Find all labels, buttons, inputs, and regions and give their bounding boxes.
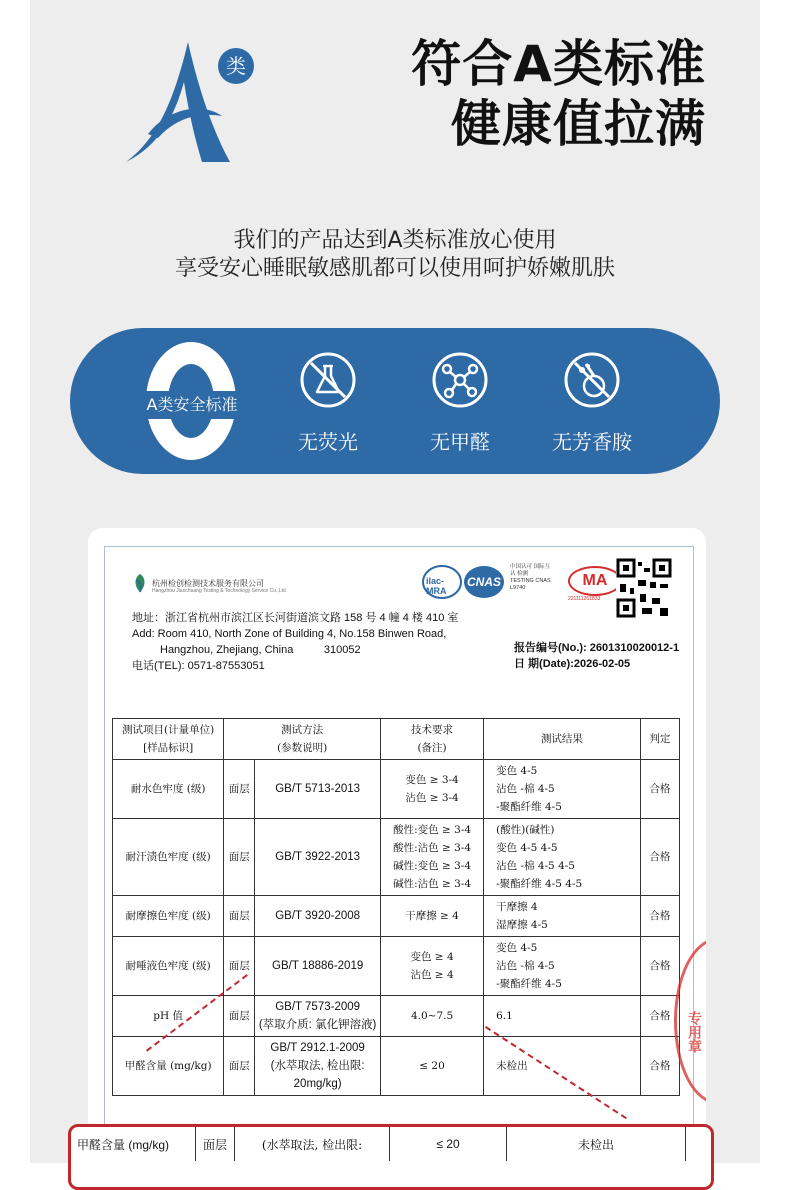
ma-label: MA (582, 572, 608, 589)
cell-item: 甲醛含量 (mg/kg) (113, 1037, 224, 1096)
zoom-row (71, 1127, 714, 1161)
ma-logo (568, 566, 622, 596)
cell-method: GB/T 3922-2013 (255, 819, 381, 896)
cell-judge: 合格 (640, 937, 679, 996)
subtitle-line-1: 我们的产品达到A类标准放心使用 (233, 228, 557, 253)
subtitle-line-2: 享受安心睡眠敏感肌都可以使用呵护娇嫩肌肤 (174, 256, 615, 281)
cell-method: GB/T 18886-2019 (255, 937, 381, 996)
molecule-crossed-icon (432, 352, 488, 408)
cell-result: 干摩擦 4 湿摩擦 4-5 (484, 896, 641, 937)
feature-label: 无荧光 (298, 430, 358, 454)
report-number-value: 报告编号(No.): 2601310020012-1 (514, 642, 680, 654)
headline-line-1: 符合A类标准 (411, 35, 706, 93)
cell-result: 变色 4-5 沾色 -棉 4-5 -聚酯纤维 4-5 (484, 760, 641, 819)
testing-label: 中国认可 国际互认 检测 TESTING CNAS L9740 (510, 564, 551, 591)
zoom-layer: 面层 (196, 1127, 235, 1161)
feature-no-formaldehyde (400, 352, 520, 455)
headline-line-2: 健康值拉满 (451, 95, 706, 153)
cell-layer: 面层 (224, 896, 255, 937)
cell-item: pH 值 (113, 996, 224, 1037)
cell-item: 耐汗渍色牢度 (级) (113, 819, 224, 896)
highlighted-row-zoom (68, 1124, 714, 1190)
table-header-row (113, 719, 680, 760)
cell-method: GB/T 7573-2009 (萃取介质: 氯化钾溶液) (255, 996, 381, 1037)
cell-req: 4.0~7.5 (381, 996, 484, 1037)
cell-layer: 面层 (224, 937, 255, 996)
report-date: 日 期(Date):2026-02-05 (514, 658, 631, 670)
table-row (113, 896, 680, 937)
cell-layer: 面层 (224, 1037, 255, 1096)
feature-label: 无芳香胺 (552, 430, 632, 454)
cell-result: (酸性)(碱性) 变色 4-5 4-5 沾色 -棉 4-5 4-5 -聚酯纤维 4-5 4-5 (484, 819, 641, 896)
cell-judge: 合格 (640, 760, 679, 819)
cell-item: 耐唾液色牢度 (级) (113, 937, 224, 996)
zoom-item: 甲醛含量 (mg/kg) (71, 1127, 196, 1161)
category-badge: 类 (218, 48, 254, 84)
cell-judge: 合格 (640, 819, 679, 896)
table-row (113, 996, 680, 1037)
header-requirement: 技术要求 (411, 724, 454, 736)
cell-judge: 合格 (640, 996, 679, 1037)
cell-result: 6.1 (484, 996, 641, 1037)
ma-number: 221111261833 (568, 596, 601, 602)
table-row (113, 819, 680, 896)
address-cn: 地址：浙江省杭州市滨江区长河街道滨文路 158 号 4 幢 4 楼 410 室 (132, 612, 459, 624)
address-en-1: Add: Room 410, North Zone of Building 4, No.158 Binwen Road, (132, 628, 447, 640)
cell-method: GB/T 2912.1-2009 (水萃取法, 检出限: 20mg/kg) (255, 1037, 381, 1096)
ilac-label: ilac-MRA (426, 576, 447, 596)
table-row (113, 760, 680, 819)
lab-name-en: Hangzhou Jianchuang Testing & Technology Service Co.,Ltd (152, 588, 286, 594)
flask-crossed-icon (300, 352, 356, 408)
table-row (113, 937, 680, 996)
zoom-judge (686, 1127, 715, 1161)
cell-item: 耐摩擦色牢度 (级) (113, 896, 224, 937)
header-result: 测试结果 (484, 719, 641, 760)
cell-method: GB/T 3920-2008 (255, 896, 381, 937)
cell-layer: 面层 (224, 819, 255, 896)
cell-result: 变色 4-5 沾色 -棉 4-5 -聚酯纤维 4-5 (484, 937, 641, 996)
cell-req: 酸性:变色 ≥ 3-4 酸性:沾色 ≥ 3-4 碱性:变色 ≥ 3-4 碱性:沾色 ≥ 3-4 (381, 819, 484, 896)
headline (411, 34, 706, 154)
zoom-requirement: ≤ 20 (390, 1127, 507, 1161)
table-body (113, 760, 680, 1096)
lab-logo-icon (130, 572, 150, 594)
feature-no-aromatic-amine (532, 352, 652, 455)
zero-label: A类安全标准 (132, 391, 252, 419)
zoom-method: (水萃取法, 检出限: (235, 1127, 390, 1161)
test-report (88, 528, 706, 1163)
cell-req: 变色 ≥ 4 沾色 ≥ 4 (381, 937, 484, 996)
cell-judge: 合格 (640, 1037, 679, 1096)
report-number (514, 640, 679, 672)
stamp-text: 专用章 (687, 1011, 703, 1053)
lab-name: 杭州检创检测技术服务有限公司 (152, 579, 264, 588)
cell-req: 变色 ≥ 3-4 沾色 ≥ 3-4 (381, 760, 484, 819)
test-results-table (112, 718, 680, 1096)
header-requirement-note: (备注) (417, 742, 447, 754)
table-row (113, 1037, 680, 1096)
header-method-note: (参数说明) (277, 742, 328, 754)
cell-result: 未检出 (484, 1037, 641, 1096)
zoom-result: 未检出 (507, 1127, 686, 1161)
cell-req: 干摩擦 ≥ 4 (381, 896, 484, 937)
qr-code-icon (616, 558, 672, 618)
header-sample: [样品标识] (143, 742, 194, 754)
cell-req: ≤ 20 (381, 1037, 484, 1096)
feature-label: 无甲醛 (430, 430, 490, 454)
header-method: 测试方法 (281, 724, 324, 736)
address-en-2: Hangzhou, Zhejiang, China 310052 (160, 644, 361, 656)
cnas-label: CNAS (467, 575, 502, 589)
cell-method: GB/T 5713-2013 (255, 760, 381, 819)
cell-layer: 面层 (224, 760, 255, 819)
cell-item: 耐水色牢度 (级) (113, 760, 224, 819)
header-item: 测试项目(计量单位) (122, 724, 215, 736)
cell-layer: 面层 (224, 996, 255, 1037)
feature-no-fluorescent (268, 352, 388, 455)
telephone: 电话(TEL): 0571-87553051 (132, 660, 265, 672)
test-tube-crossed-icon (564, 352, 620, 408)
cell-judge: 合格 (640, 896, 679, 937)
header-judge: 判定 (640, 719, 679, 760)
